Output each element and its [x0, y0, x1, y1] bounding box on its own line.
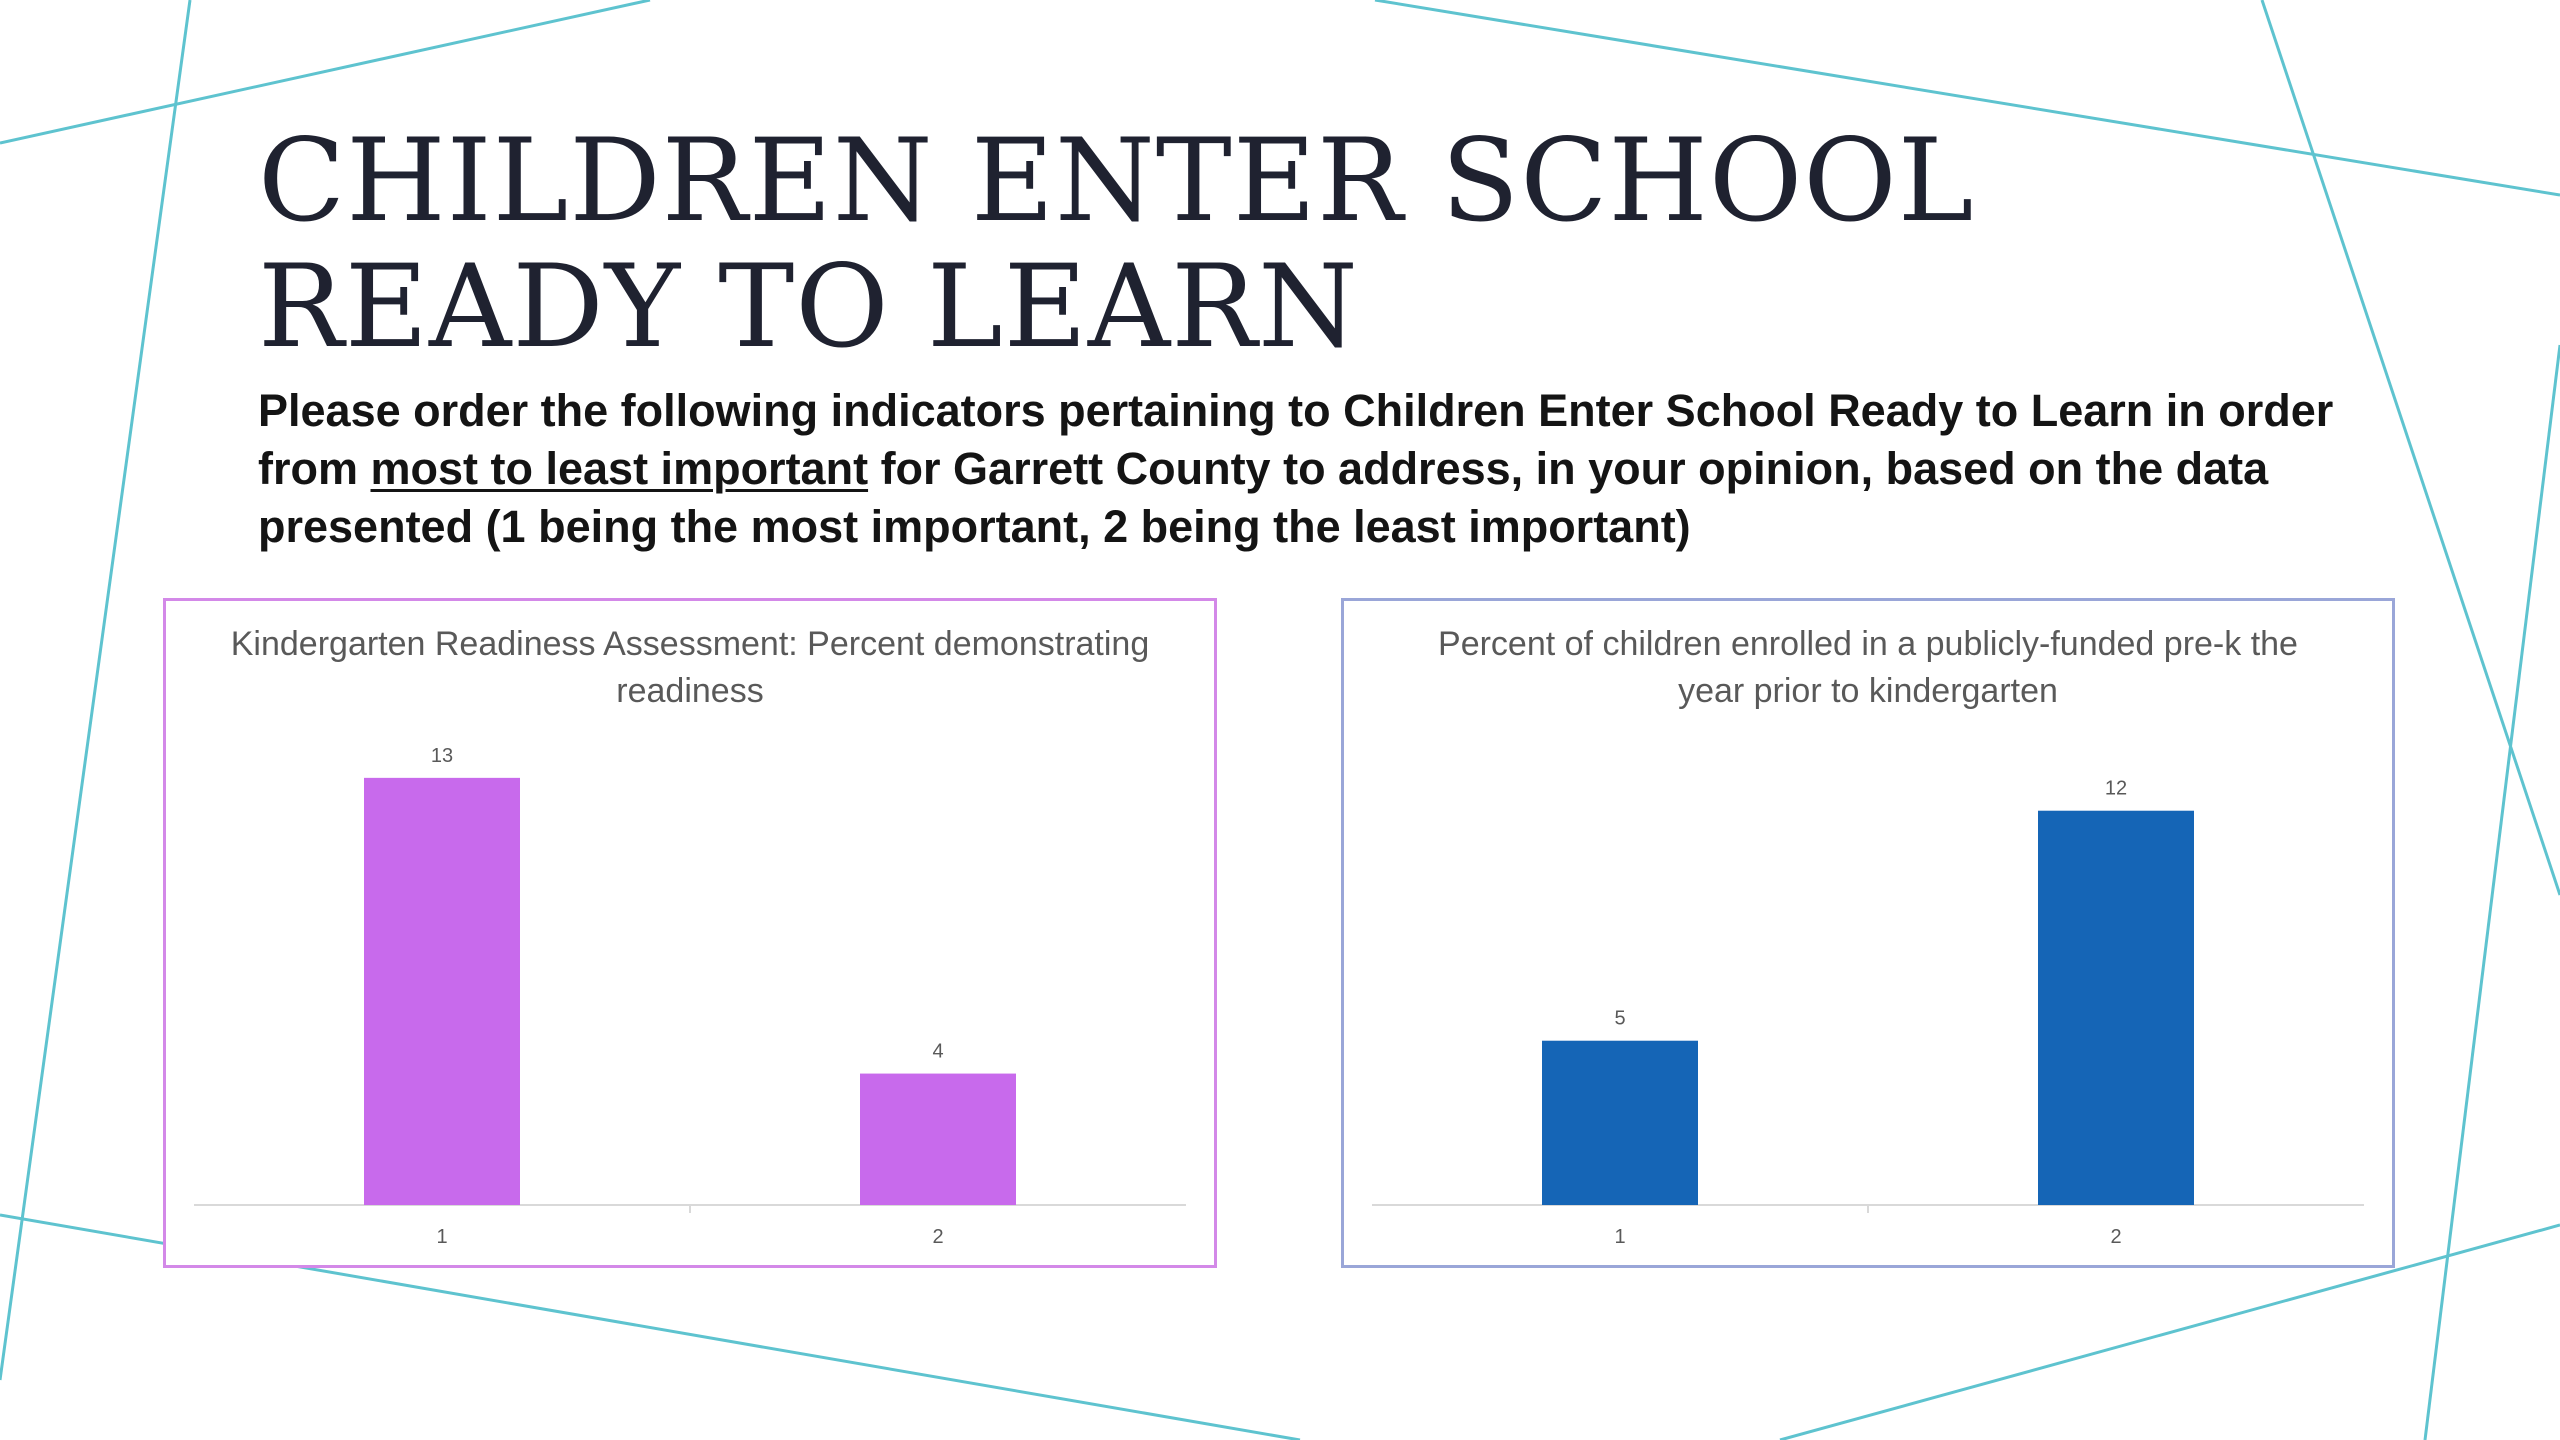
- bar-2: [2038, 811, 2194, 1205]
- bar-2: [860, 1074, 1016, 1205]
- chart-plot: [1344, 601, 2392, 1265]
- bar-1: [1542, 1041, 1698, 1205]
- bar-1: [364, 778, 520, 1205]
- instructions-emphasis: most to least important: [370, 443, 869, 494]
- data-label: 12: [2104, 777, 2128, 800]
- x-tick-label: 1: [1614, 1226, 1626, 1248]
- chart-prek-enrollment: [1341, 598, 2395, 1268]
- chart-kindergarten-readiness: [163, 598, 1217, 1268]
- data-label: 13: [430, 744, 454, 767]
- x-tick-label: 2: [932, 1226, 944, 1248]
- chart-plot: [166, 601, 1214, 1265]
- instructions-text-end: for Garrett County to address, in your opinion, based on the data presented (1 being the most important, 2 being the least important): [258, 443, 2269, 552]
- x-tick-label: 1: [436, 1226, 448, 1248]
- deco-line: [2425, 345, 2560, 1440]
- slide-instructions: [258, 382, 2338, 556]
- chart-title: Kindergarten Readiness Assessment: Percent demonstrating readiness: [230, 625, 1150, 710]
- data-label: 5: [1614, 1007, 1626, 1030]
- x-tick-label: 2: [2110, 1226, 2122, 1248]
- slide-title: CHILDREN ENTER SCHOOL READY TO LEARN: [258, 114, 1975, 373]
- deco-line: [0, 0, 190, 1380]
- chart-title: Percent of children enrolled in a publicly-funded pre-k the year prior to kindergarten: [1438, 625, 2298, 710]
- instructions-text-start: Please order the following indicators pertaining to Children Enter School Ready to Learn in order from: [258, 385, 2334, 494]
- data-label: 4: [932, 1040, 944, 1063]
